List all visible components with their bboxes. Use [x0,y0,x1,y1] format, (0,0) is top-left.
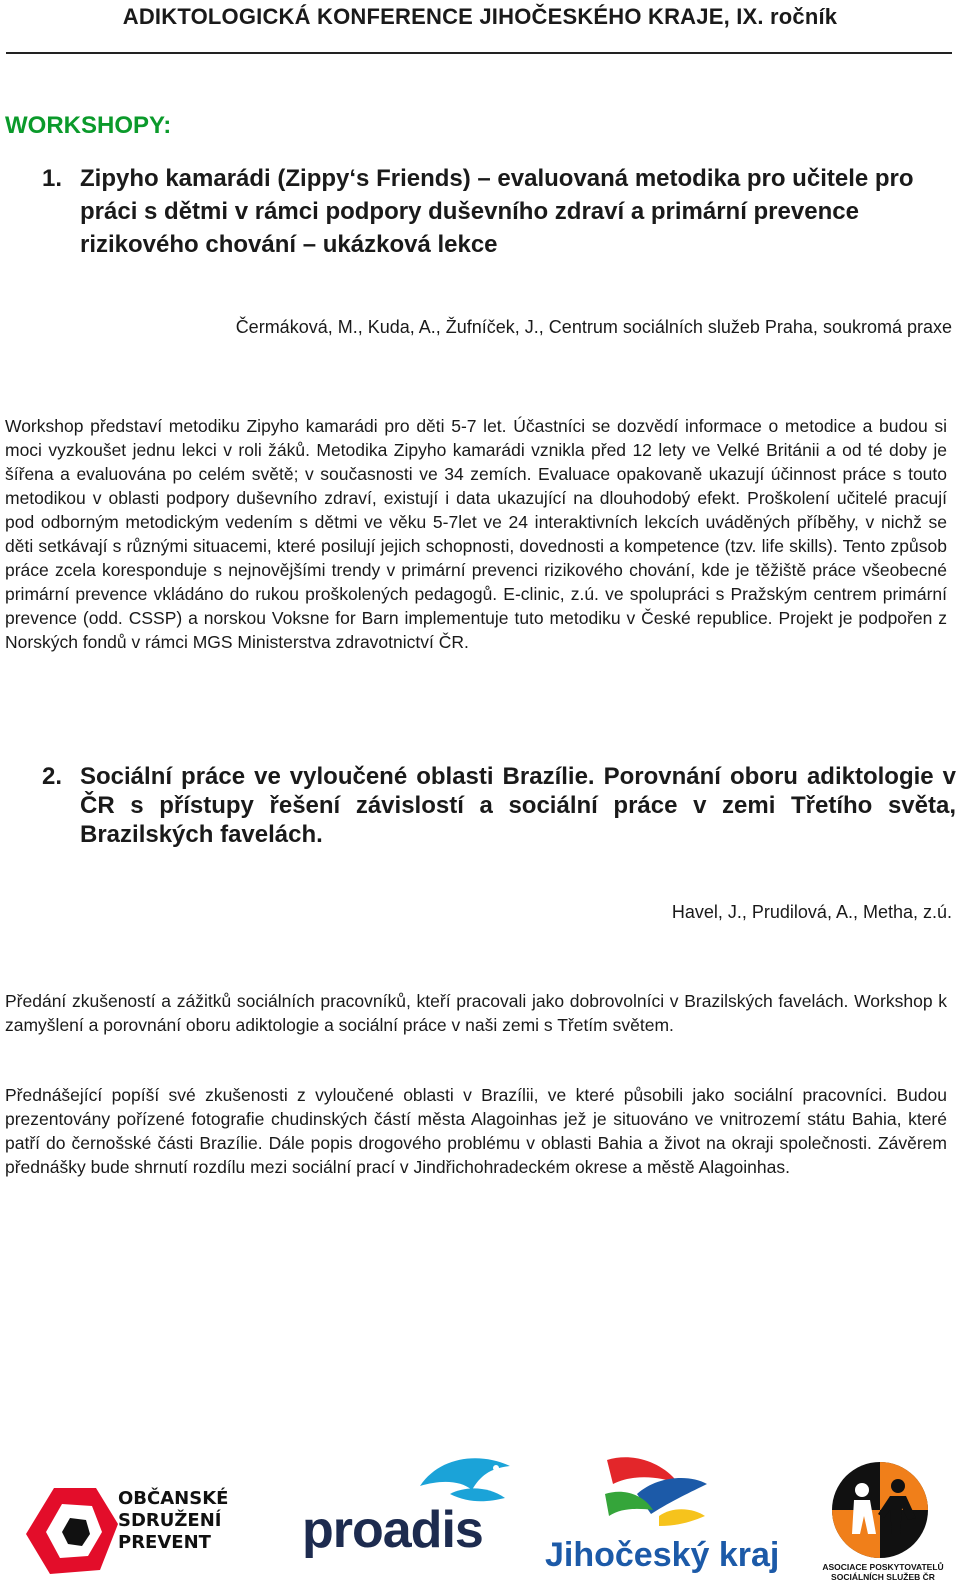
workshop-1-authors: Čermáková, M., Kuda, A., Žufníček, J., Centrum sociálních služeb Praha, soukromá praxe [235,317,952,337]
workshop-1-description: Workshop představí metodiku Zipyho kamarádi pro děti 5-7 let. Účastníci se dozvědí informace o metodice a budou si moci vyzkoušet jednu lekci v roli žáků. Metodika Zipyho kamarádi vznikla před 12 lety ve Velké Británii a od té doby je šířena a evaluována po celém světě; v současnosti ve 34 zemích. Evaluace opakovaně ukazují účinnost práce s touto metodikou v oblasti podpory duševního zdraví, existují i data ukazující na dlouhodobý efekt. Proškolení učitelé pracují pod odborným metodickým vedením s dětmi ve věku 5-7let ve 24 interaktivních lekcích uváděných příběhy, v nichž se děti setkávají s různými situacemi, které posilují jejich schopnosti, dovednosti a kompetence (tzv. life skills). Tento způsob práce zcela koresponduje s nejnovějšími trendy v primární prevenci rizikového chování, kde je těžiště práce všeobecné primární prevence vkládáno do rukou proškolených pedagogů. E-clinic, z.ú. ve spolupráci s Pražským centrem primární prevence (odd. CSSP) a norskou Voksne for Barn implementuje tuto metodiku v České republice. Projekt je podpořen z Norských fondů v rámci MGS Ministerstva zdravotnictví ČR. [5,416,947,652]
header-divider [6,52,952,54]
prevent-logo-line2: SDRUŽENÍ [118,1510,222,1531]
workshop-2-authors: Havel, J., Prudilová, A., Metha, z.ú. [671,902,952,922]
proadis-logo [300,1440,483,1590]
apss-logo-line2: SOCIÁLNÍCH SLUŽEB ČR [831,1572,935,1582]
prevent-hexagon-icon [22,1482,122,1582]
apss-figures-icon [824,1460,936,1560]
prevent-logo-line3: PREVENT [118,1532,211,1553]
jihocesky-kraj-logo [545,1454,780,1584]
workshop-2-title-text: Sociální práce ve vyloučené oblasti Brazílie. Porovnání oboru adiktologie v ČR s přístupy řešení závislostí a sociální práce v zemi Třetího světa, Brazilských favelách. [80,763,956,848]
workshop-1-number: 1. [42,165,63,192]
prevent-logo [22,1482,242,1582]
section-label-workshops: WORKSHOPY: [5,112,172,139]
jihocesky-kraj-logo-text: Jihočeský kraj [545,1536,780,1574]
jihocesky-kraj-ribbons-icon [603,1454,713,1530]
conference-title: ADIKTOLOGICKÁ KONFERENCE JIHOČESKÉHO KRAJE, IX. ročník [122,4,838,29]
workshop-2-title [42,762,960,849]
proadis-logo-text: proadis [302,1501,483,1559]
workshop-2-description-2: Přednášející popíší své zkušenosti z vyloučené oblasti v Brazílii, ve které působili jako sociální pracovníci. Budou prezentovány pořízené fotografie chudinských částí města Alagoinhas jež je situováno ve vnitrozemí státu Bahia, které patří do černošské části Brazílie. Dále popis drogového problému v oblasti Bahia a život na okraji společnosti. Závěrem přednášky bude shrnutí rozdílu mezi sociální prací v Jindřichohradeckém okrese a městě Alagoinhas. [5,1085,947,1177]
prevent-logo-line1: OBČANSKÉ [118,1488,229,1509]
workshop-2-description-1: Předání zkušeností a zážitků sociálních pracovníků, kteří pracovali jako dobrovolníci v Brazilských favelách. Workshop k zamyšlení a porovnání oboru adiktologie a sociální práce v naši zemi s Třetím světem. [5,991,947,1035]
workshop-1-title [42,162,960,261]
apss-logo-line1: ASOCIACE POSKYTOVATELŮ [822,1562,944,1572]
apss-logo-text [818,1562,948,1582]
workshop-2-number: 2. [42,763,63,790]
apss-logo [818,1460,948,1590]
workshop-1-title-text: Zipyho kamarádi (Zippy‘s Friends) – evaluovaná metodika pro učitele pro práci s dětmi v rámci podpory duševního zdraví a primární prevence rizikového chování – ukázková lekce [80,165,914,258]
footer-logos [0,1440,960,1591]
